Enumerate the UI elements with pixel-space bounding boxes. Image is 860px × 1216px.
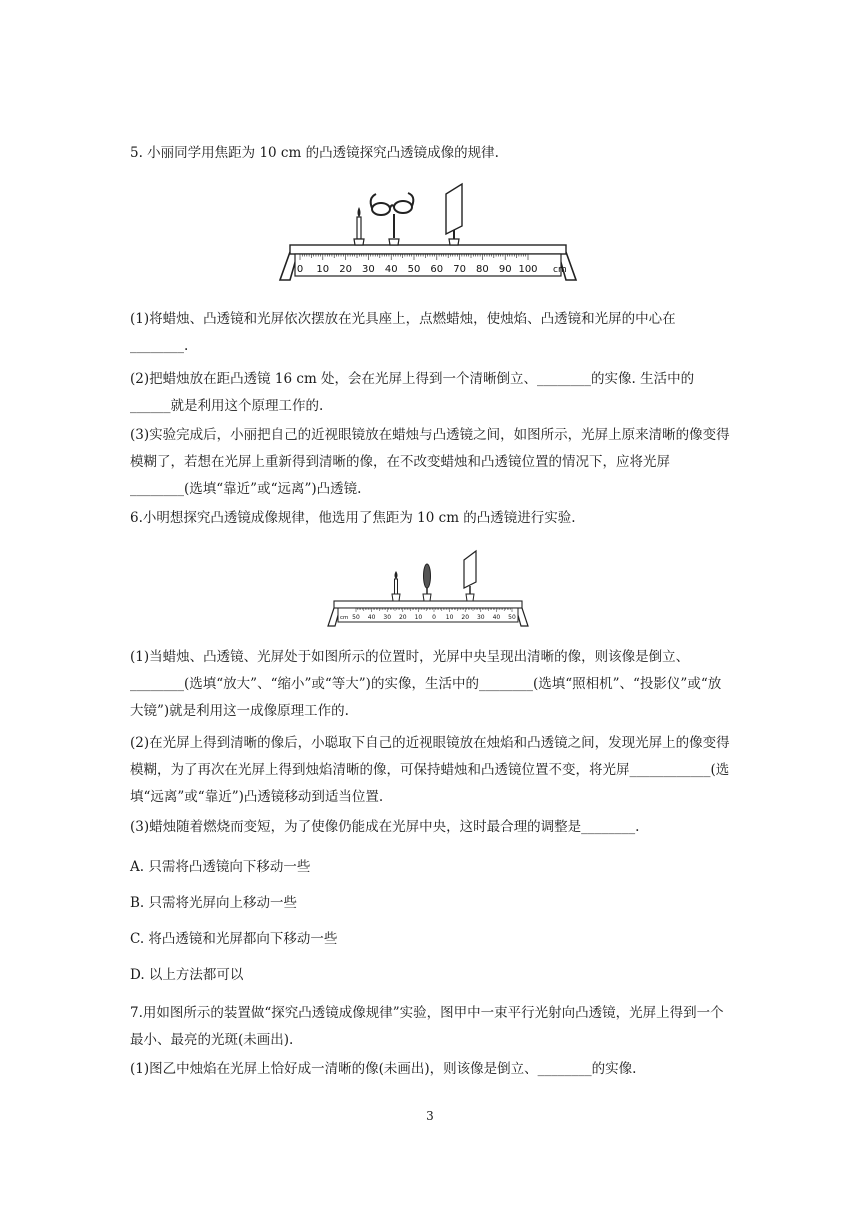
lens-holder-icon xyxy=(389,214,399,245)
bench2-tick-label: 20 xyxy=(461,614,470,621)
q6-optical-bench-figure xyxy=(326,548,530,628)
q5-part1: (1)将蜡烛、凸透镜和光屏依次摆放在光具座上，点燃蜡烛，使烛焰、凸透镜和光屏的中心在________. xyxy=(130,311,676,354)
bench2-tick-label: 40 xyxy=(492,614,501,621)
q5-part2: (2)把蜡烛放在距凸透镜 16 cm 处，会在光屏上得到一个清晰倒立、________的实像. 生活中的______就是利用这个原理工作的. xyxy=(130,371,695,414)
q7-part1: (1)图乙中烛焰在光屏上恰好成一清晰的像(未画出)，则该像是倒立、________的实像. xyxy=(130,1061,637,1077)
q6-option-a: A. 只需将凸透镜向下移动一些 xyxy=(130,859,311,875)
bench-tick-label: 0 xyxy=(296,264,304,275)
bench-tick-label: 60 xyxy=(430,264,444,275)
q6-part3: (3)蜡烛随着燃烧而变短，为了使像仍能成在光屏中央，这时最合理的调整是________. xyxy=(130,819,640,835)
q6-part2: (2)在光屏上得到清晰的像后，小聪取下自己的近视眼镜放在烛焰和凸透镜之间，发现光屏上的像变得模糊，为了再次在光屏上得到烛焰清晰的像，可保持蜡烛和凸透镜位置不变，将光屏____________(选填“远离”或“靠近”)凸透镜移动到适当位置. xyxy=(130,735,730,805)
bench-tick-label: 70 xyxy=(453,264,466,275)
q6-option-c: C. 将凸透镜和光屏都向下移动一些 xyxy=(130,931,338,947)
q6-stem: 6.小明想探究凸透镜成像规律，他选用了焦距为 10 cm 的凸透镜进行实验. xyxy=(130,510,576,526)
bench-tick-label: 80 xyxy=(476,264,489,275)
screen2-icon xyxy=(464,551,476,601)
candle-icon xyxy=(354,207,364,245)
bench2-tick-label: 30 xyxy=(476,614,485,621)
bench-tick-label: 20 xyxy=(339,264,352,275)
lens2-icon xyxy=(423,564,431,601)
q5-part3: (3)实验完成后，小丽把自己的近视眼镜放在蜡烛与凸透镜之间，如图所示，光屏上原来清晰的像变得模糊了，若想在光屏上重新得到清晰的像，在不改变蜡烛和凸透镜位置的情况下，应将光屏________(选填“靠近”或“远离”)凸透镜. xyxy=(130,427,730,497)
bench2-tick-label: 30 xyxy=(383,614,392,621)
bench2-tick-label: 50 xyxy=(508,614,516,621)
bench-tick-label: 90 xyxy=(498,264,512,275)
q5-optical-bench-figure xyxy=(278,180,578,284)
bench2-tick-label: 50 xyxy=(352,614,360,621)
bench2-unit: cm xyxy=(340,615,349,621)
candle2-icon xyxy=(392,571,400,601)
bench2-tick-label: 0 xyxy=(432,614,436,621)
bench2-tick-label: 40 xyxy=(367,614,376,621)
glasses-icon xyxy=(371,193,414,215)
page-number: 3 xyxy=(426,1109,434,1123)
bench-rail xyxy=(290,245,566,254)
bench2-scale xyxy=(338,608,518,622)
bench-tick-label: 30 xyxy=(362,264,375,275)
bench2-tick-label: 10 xyxy=(414,614,423,621)
bench-tick-label: 10 xyxy=(316,264,330,275)
screen-icon xyxy=(446,184,462,245)
bench2-tick-label: 20 xyxy=(398,614,407,621)
q6-option-b: B. 只需将光屏向上移动一些 xyxy=(130,895,298,911)
q6-part1: (1)当蜡烛、凸透镜、光屏处于如图所示的位置时，光屏中央呈现出清晰的像，则该像是倒立、________(选填“放大”、“缩小”或“等大”)的实像，生活中的________(选填“照相机”、“投影仪”或“放大镜”)就是利用这一成像原理工作的. xyxy=(130,649,722,719)
bench-unit: cm xyxy=(553,265,567,275)
bench2-tick-label: 10 xyxy=(445,614,454,621)
q6-option-d: D. 以上方法都可以 xyxy=(130,967,244,983)
q5-stem: 5. 小丽同学用焦距为 10 cm 的凸透镜探究凸透镜成像的规律. xyxy=(130,145,499,161)
bench2-rail xyxy=(334,601,522,608)
bench-tick-label: 40 xyxy=(384,264,398,275)
bench-tick-label: 100 xyxy=(518,264,538,275)
q7-stem: 7.用如图所示的装置做“探究凸透镜成像规律”实验，图甲中一束平行光射向凸透镜，光屏上得到一个最小、最亮的光斑(未画出). xyxy=(130,1005,724,1048)
bench-tick-label: 50 xyxy=(407,264,421,275)
